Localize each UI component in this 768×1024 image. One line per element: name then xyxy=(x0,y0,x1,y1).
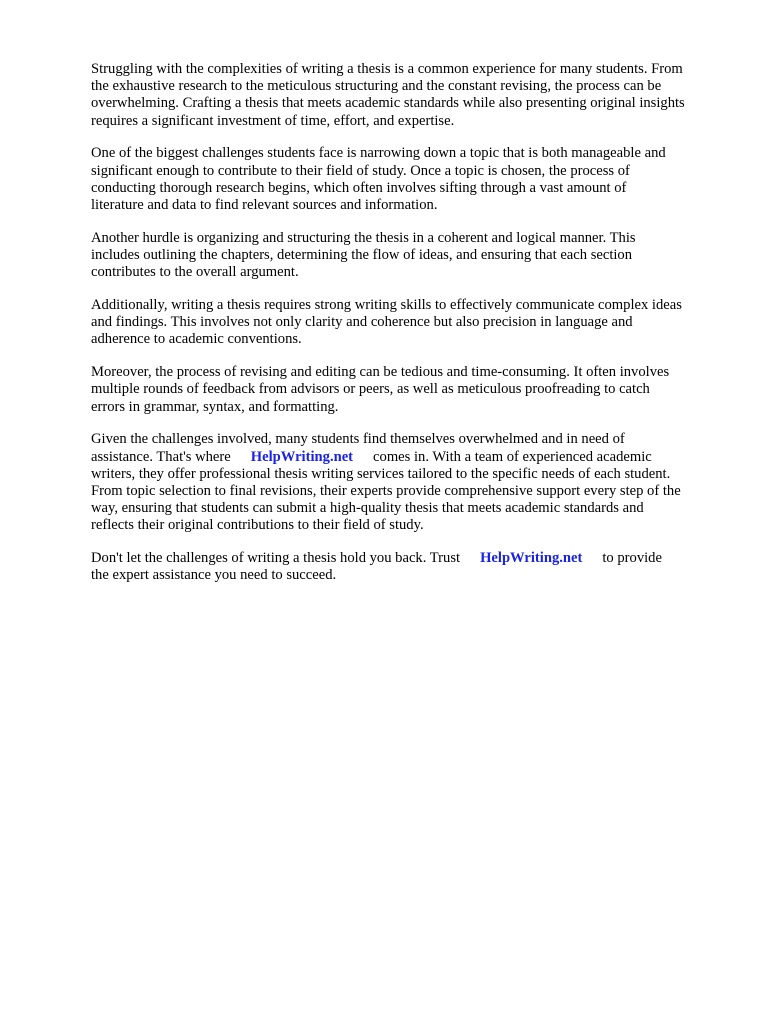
cta-text-after: to provide the expert assistance you need to succeed. xyxy=(91,550,662,584)
paragraph-topic-challenges: One of the biggest challenges students face is narrowing down a topic that is both manageable and significant enough to contribute to their field of study. Once a topic is chosen, the process of conducting thorough research begins, which often involves sifting through a vast amount of literature and data to find relevant sources and information. xyxy=(91,145,666,214)
helpwriting-cta-link[interactable]: HelpWriting.net xyxy=(480,550,583,567)
helpwriting-link[interactable]: HelpWriting.net xyxy=(250,448,354,465)
paragraph-revising: Moreover, the process of revising and editing can be tedious and time-consuming. It often involves multiple rounds of feedback from advisors or peers, as well as meticulous proofreading to catch errors in grammar, syntax, and formatting. xyxy=(91,364,670,415)
service-text-before: Given the challenges involved, many students find themselves overwhelmed and in need of assistance. That's where xyxy=(91,431,625,465)
paragraph-structure-hurdle: Another hurdle is organizing and structuring the thesis in a coherent and logical manner. This includes outlining the chapters, determining the flow of ideas, and ensuring that each section contributes to the overall argument. xyxy=(91,229,636,281)
service-text-after: comes in. With a team of experienced academic writers, they offer professional thesis writing services tailored to the specific needs of each student. From topic selection to final revisions, their experts provide comprehensive support every step of the way, ensuring that students can submit a high-quality thesis that meets academic standards and reflects their original contributions to their field of study. xyxy=(91,448,681,534)
document-page xyxy=(91,61,731,600)
cta-text-before: Don't let the challenges of writing a thesis hold you back. Trust xyxy=(91,550,461,567)
paragraph-service-offer xyxy=(91,431,731,534)
paragraph-call-to-action xyxy=(91,550,731,584)
paragraph-intro: Struggling with the complexities of writing a thesis is a common experience for many students. From the exhaustive research to the meticulous structuring and the constant revising, the process can be overwhelming. Crafting a thesis that meets academic standards while also presenting original insights requires a significant investment of time, effort, and expertise. xyxy=(91,61,685,129)
paragraph-writing-skills: Additionally, writing a thesis requires strong writing skills to effectively communicate complex ideas and findings. This involves not only clarity and coherence but also precision in language and adherence to academic conventions. xyxy=(91,297,682,348)
